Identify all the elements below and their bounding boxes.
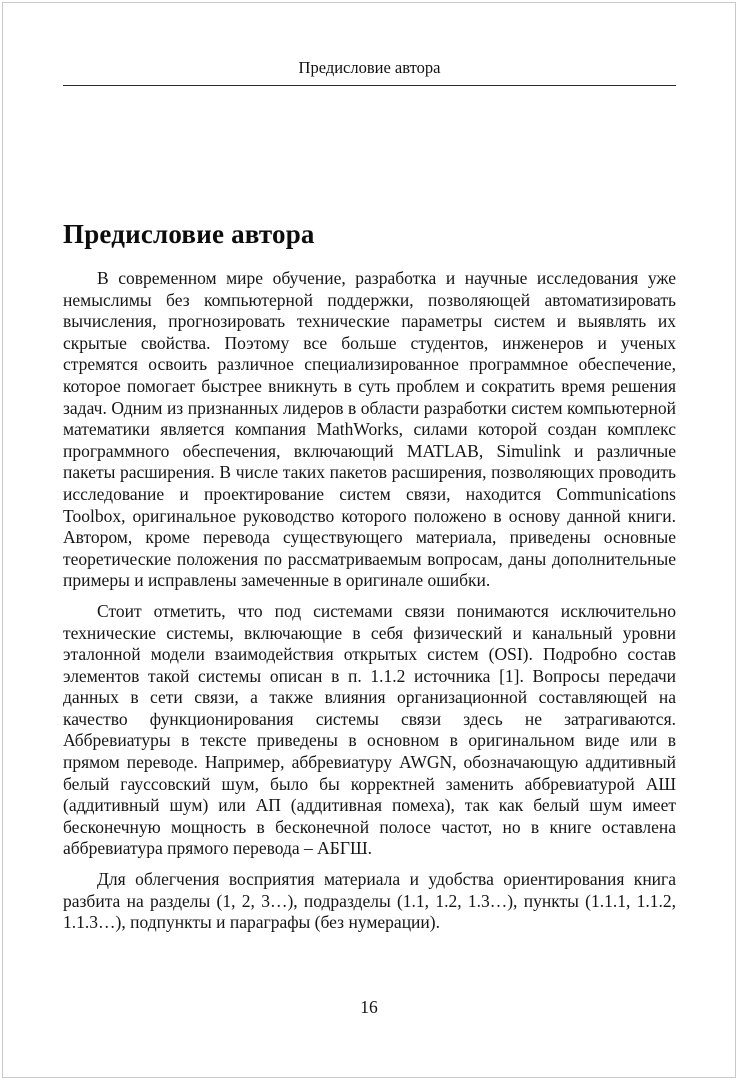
paragraph: Для облегчения восприятия материала и удобства ориентирования книга разбита на разделы (1, 2, 3…), подразделы (1.1, 1.2, 1.3…), пункты (1.1.1, 1.1.2, 1.1.3…), подпункты и параграфы (без нумерации). [63,869,676,933]
chapter-title: Предисловие автора [63,219,315,249]
paragraph: В современном мире обучение, разработка и научные исследования уже немыслимы без компьютерной поддержки, позволяющей автоматизировать вычисления, прогнозировать технические параметры систем и выявлять их скрытые свойства. Поэтому все больше студентов, инженеров и ученых стремятся освоить различное специализированное программное обеспечение, которое помогает быстрее вникнуть в суть проблем и сократить время решения задач. Одним из признанных лидеров в области разработки систем компьютерной математики является компания MathWorks, силами которой создан комплекс программного обеспечения, включающий MATLAB, Simulink и различные пакеты расширения. В числе таких пакетов расширения, позволяющих проводить исследование и проектирование систем связи, находится Communications Toolbox, оригинальное руководство которого положено в основу данной книги. Автором, кроме перевода существующего материала, приведены основные теоретические положения по рассматриваемым вопросам, даны дополнительные примеры и исправлены замеченные в оригинале ошибки. [63,268,676,591]
paragraph: Стоит отметить, что под системами связи понимаются исключительно технические системы, включающие в себя физический и канальный уровни эталонной модели взаимодействия открытых систем (OSI). Подробно состав элементов такой системы описан в п. 1.1.2 источника [1]. Вопросы передачи данных в сети связи, а также влияния организационной составляющей на качество функционирования системы связи здесь не затрагиваются. Аббревиатуры в тексте приведены в основном в оригинальном виде или в прямом переводе. Например, аббревиатуру AWGN, обозначающую аддитивный белый гауссовский шум, было бы корректней заменить аббревиатурой АШ (аддитивный шум) или АП (аддитивная помеха), так как белый шум имеет бесконечную мощность в бесконечной полосе частот, но в книге оставлена аббревиатура прямого перевода – АБГШ. [63,600,676,859]
header-rule [63,85,676,86]
body-text [63,268,676,934]
page-number: 16 [360,997,378,1017]
running-header: Предисловие автора [298,58,441,77]
